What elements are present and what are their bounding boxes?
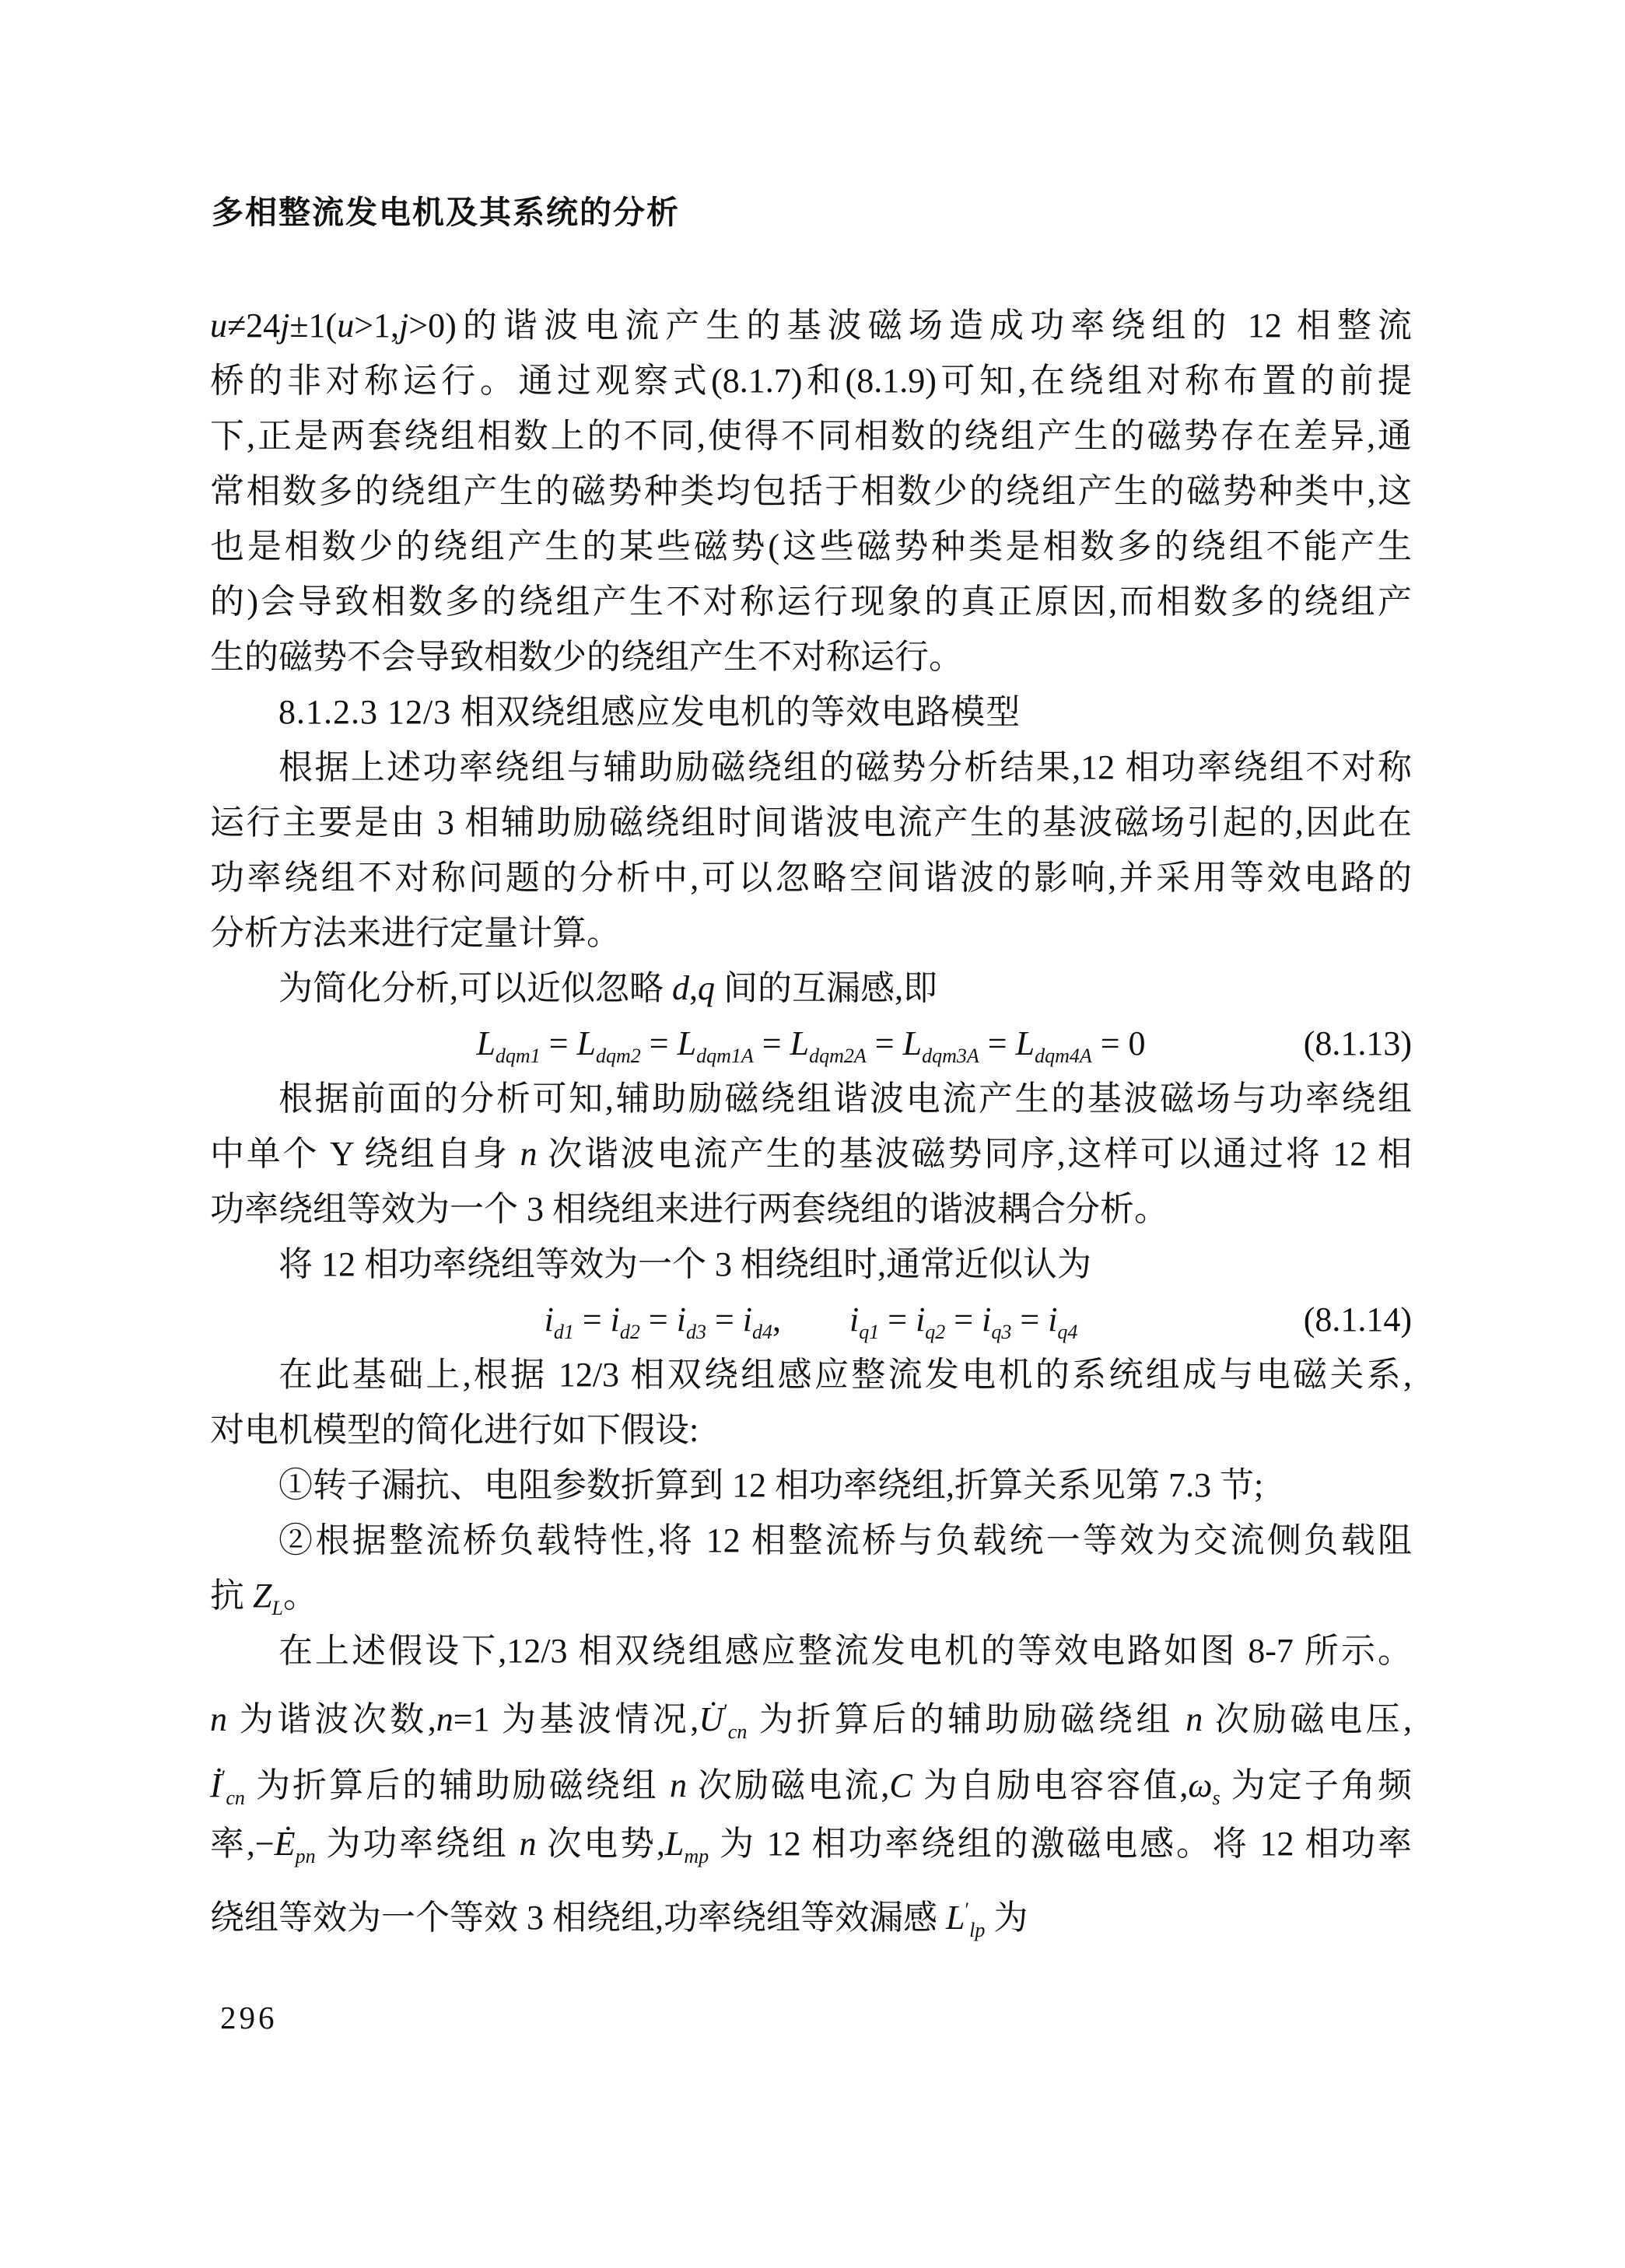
text-segment: ≠24 [227,306,281,345]
text-segment: q1 [859,1321,880,1343]
text-segment: 次励磁电压, [1203,1700,1412,1738]
text-segment: 次励磁电流, [686,1766,890,1804]
text-segment: 为功率绕组 [315,1825,520,1863]
text-segment: , [772,1300,849,1339]
text-line [210,1623,1412,1678]
text-segment: q2 [925,1321,946,1343]
text-segment: n [519,1825,537,1863]
text-line [210,1745,1412,1811]
text-segment: 绕组等效为一个等效 3 相绕组,功率绕组等效漏感 [210,1899,946,1937]
text-line [210,1071,1412,1126]
text-segment: L [664,1825,685,1863]
equation-number: (8.1.14) [1303,1300,1412,1339]
text-line [210,1181,1412,1237]
text-segment: ①转子漏抗、电阻参数折算到 12 相功率绕组,折算关系见第 7.3 节; [278,1466,1264,1504]
text-line [210,850,1412,905]
text-segment: j [280,306,290,345]
text-line [210,1877,1412,1943]
text-segment: j [399,306,409,345]
text-line [210,961,1412,1016]
running-header: 多相整流发电机及其系统的分析 [212,194,680,230]
text-segment: ±1( [289,306,338,345]
text-segment: u [210,306,227,345]
text-segment: 运行主要是由 3 相辅助励磁绕组时间谐波电流产生的基波磁场引起的,因此在 [210,803,1412,842]
text-segment: dqm2 [596,1045,641,1067]
text-segment: L [271,1597,283,1619]
text-segment: n [436,1700,454,1738]
text-segment: i [610,1300,620,1339]
text-segment: >0)的谐波电流产生的基波磁场造成功率绕组的 12 相整流 [408,306,1412,345]
text-segment: 将 12 相功率绕组等效为一个 3 相绕组时,通常近似认为 [278,1245,1091,1283]
text-segment: i [982,1300,992,1339]
text-segment: = [979,1024,1016,1062]
text-segment: L [1015,1024,1035,1062]
formula-line [210,1016,1412,1071]
text-segment: 下,正是两套绕组相数上的不同,使得不同相数的绕组产生的磁势存在差异,通 [210,417,1412,455]
text-segment: 也是相数少的绕组产生的某些磁势(这些磁势种类是相数多的绕组不能产生 [210,527,1412,565]
text-segment: dqm1A [696,1045,754,1067]
text-segment: = 0 [1091,1024,1146,1062]
text-line [210,905,1412,961]
text-segment: = [639,1300,677,1339]
text-segment: 功率绕组不对称问题的分析中,可以忽略空间谐波的影响,并采用等效电路的 [210,859,1412,897]
text-line [210,1126,1412,1181]
text-segment: i [849,1300,860,1339]
text-segment: u [337,306,355,345]
text-segment: 对电机模型的简化进行如下假设: [210,1411,699,1449]
text-segment: 率,− [210,1825,275,1863]
text-segment: dqm2A [809,1045,867,1067]
text-segment: L [576,1024,597,1062]
text-segment: = [640,1024,678,1062]
text-segment: = [879,1300,916,1339]
text-line [210,1811,1412,1877]
text-segment: i [676,1300,686,1339]
text-segment: = [573,1300,611,1339]
text-segment: mp [684,1845,709,1867]
text-segment: dqm4A [1035,1045,1092,1067]
text-segment: d3 [685,1321,706,1343]
text-segment: d1 [553,1321,574,1343]
text-segment: 抗 [210,1577,253,1615]
text-segment: 在上述假设下,12/3 相双绕组感应整流发电机的等效电路如图 8-7 所示。 [278,1632,1412,1670]
text-segment: i [1048,1300,1058,1339]
text-segment: = [945,1300,982,1339]
text-line [210,1513,1412,1568]
text-segment: 间的互漏感,即 [715,969,937,1007]
text-segment: dqm3A [922,1045,979,1067]
text-segment: = [706,1300,743,1339]
text-segment: 为折算后的辅助励磁绕组 [244,1766,670,1804]
text-segment: 为 [985,1899,1028,1937]
text-segment: d4 [752,1321,772,1343]
text-line [210,353,1412,408]
text-line [210,1402,1412,1458]
text-segment: 8.1.2.3 12/3 相双绕组感应发电机的等效电路模型 [278,693,1021,731]
text-segment: , [689,969,698,1007]
text-segment: i [742,1300,752,1339]
text-segment: q [698,969,715,1007]
text-segment: n [1185,1700,1203,1738]
text-line [210,408,1412,464]
text-segment: L [946,1899,965,1937]
text-segment: Ė [274,1825,296,1863]
text-segment: n [210,1700,227,1738]
text-line [210,740,1412,795]
text-segment: ω [1188,1766,1213,1804]
text-segment: 的)会导致相数多的绕组产生不对称运行现象的真正原因,而相数多的绕组产 [210,583,1412,621]
text-line [210,298,1412,353]
page-body [210,298,1412,1943]
text-segment: 为简化分析,可以近似忽略 [278,969,672,1007]
text-segment: =1 为基波情况, [453,1700,699,1738]
text-segment: 。 [282,1577,317,1615]
formula-line [210,1292,1412,1347]
text-segment: 在此基础上,根据 12/3 相双绕组感应整流发电机的系统组成与电磁关系, [278,1356,1412,1394]
text-segment: L [476,1024,496,1062]
text-line [210,1347,1412,1402]
text-segment: n [520,1135,538,1173]
text-segment: = [540,1024,577,1062]
text-segment: 次谐波电流产生的基波磁势同序,这样可以通过将 12 相 [537,1135,1412,1173]
text-line [210,574,1412,629]
page-number: 296 [220,2000,278,2035]
text-segment: n [669,1766,687,1804]
text-segment: 为折算后的辅助励磁绕组 [747,1700,1186,1738]
text-segment: 为定子角频 [1220,1766,1412,1804]
text-segment: 根据上述功率绕组与辅助励磁绕组的磁势分析结果,12 相功率绕组不对称 [278,748,1412,786]
text-line [210,464,1412,519]
text-segment: C [889,1766,912,1804]
text-segment: >1, [354,306,400,345]
text-segment: ②根据整流桥负载特性,将 12 相整流桥与负载统一等效为交流侧负载阻 [278,1521,1412,1559]
text-segment: 为谐波次数, [227,1700,436,1738]
text-segment: cn [727,1720,748,1743]
text-segment: 根据前面的分析可知,辅助励磁绕组谐波电流产生的基波磁场与功率绕组 [278,1080,1412,1118]
text-segment: 生的磁势不会导致相数少的绕组产生不对称运行。 [210,638,963,676]
text-segment: Z [253,1577,272,1615]
section-heading [210,684,1412,740]
text-segment: 中单个 Y 绕组自身 [210,1135,520,1173]
equation-number: (8.1.13) [1303,1024,1412,1062]
text-segment: İ [210,1766,222,1804]
text-segment: 为 12 相功率绕组的激磁电感。将 12 相功率 [709,1825,1412,1863]
text-segment: 桥的非对称运行。通过观察式(8.1.7)和(8.1.9)可知,在绕组对称布置的前提 [210,362,1412,400]
text-segment: U̇ [699,1700,724,1738]
text-segment: d [672,969,689,1007]
text-segment: L [902,1024,923,1062]
text-segment: dqm1 [495,1045,541,1067]
text-segment: i [544,1300,554,1339]
text-segment: L [677,1024,697,1062]
text-segment: 常相数多的绕组产生的磁势种类均包括于相数少的绕组产生的磁势种类中,这 [210,472,1412,510]
text-segment: 分析方法来进行定量计算。 [210,914,621,952]
text-segment: 次电势, [536,1825,665,1863]
text-segment: 功率绕组等效为一个 3 相绕组来进行两套绕组的谐波耦合分析。 [210,1190,1168,1228]
text-segment: ′ [965,1899,970,1921]
text-segment: = [1011,1300,1049,1339]
text-line [210,1678,1412,1745]
text-line [210,519,1412,574]
text-segment: = [753,1024,790,1062]
text-line [210,795,1412,850]
text-segment: s [1212,1787,1221,1809]
text-segment: i [916,1300,926,1339]
text-segment: d2 [619,1321,640,1343]
text-line [210,1568,1412,1623]
text-segment: pn [295,1845,316,1867]
text-line [210,629,1412,684]
text-segment: q4 [1057,1321,1078,1343]
text-segment: lp [969,1919,986,1941]
text-segment: ′ [221,1766,226,1789]
text-line [210,1458,1412,1513]
text-segment: cn [226,1787,245,1809]
text-segment: L [790,1024,810,1062]
text-segment: ′ [723,1700,728,1723]
text-line [210,1237,1412,1292]
text-segment: q3 [991,1321,1012,1343]
text-segment: = [866,1024,903,1062]
text-segment: 为自励电容容值, [912,1766,1189,1804]
